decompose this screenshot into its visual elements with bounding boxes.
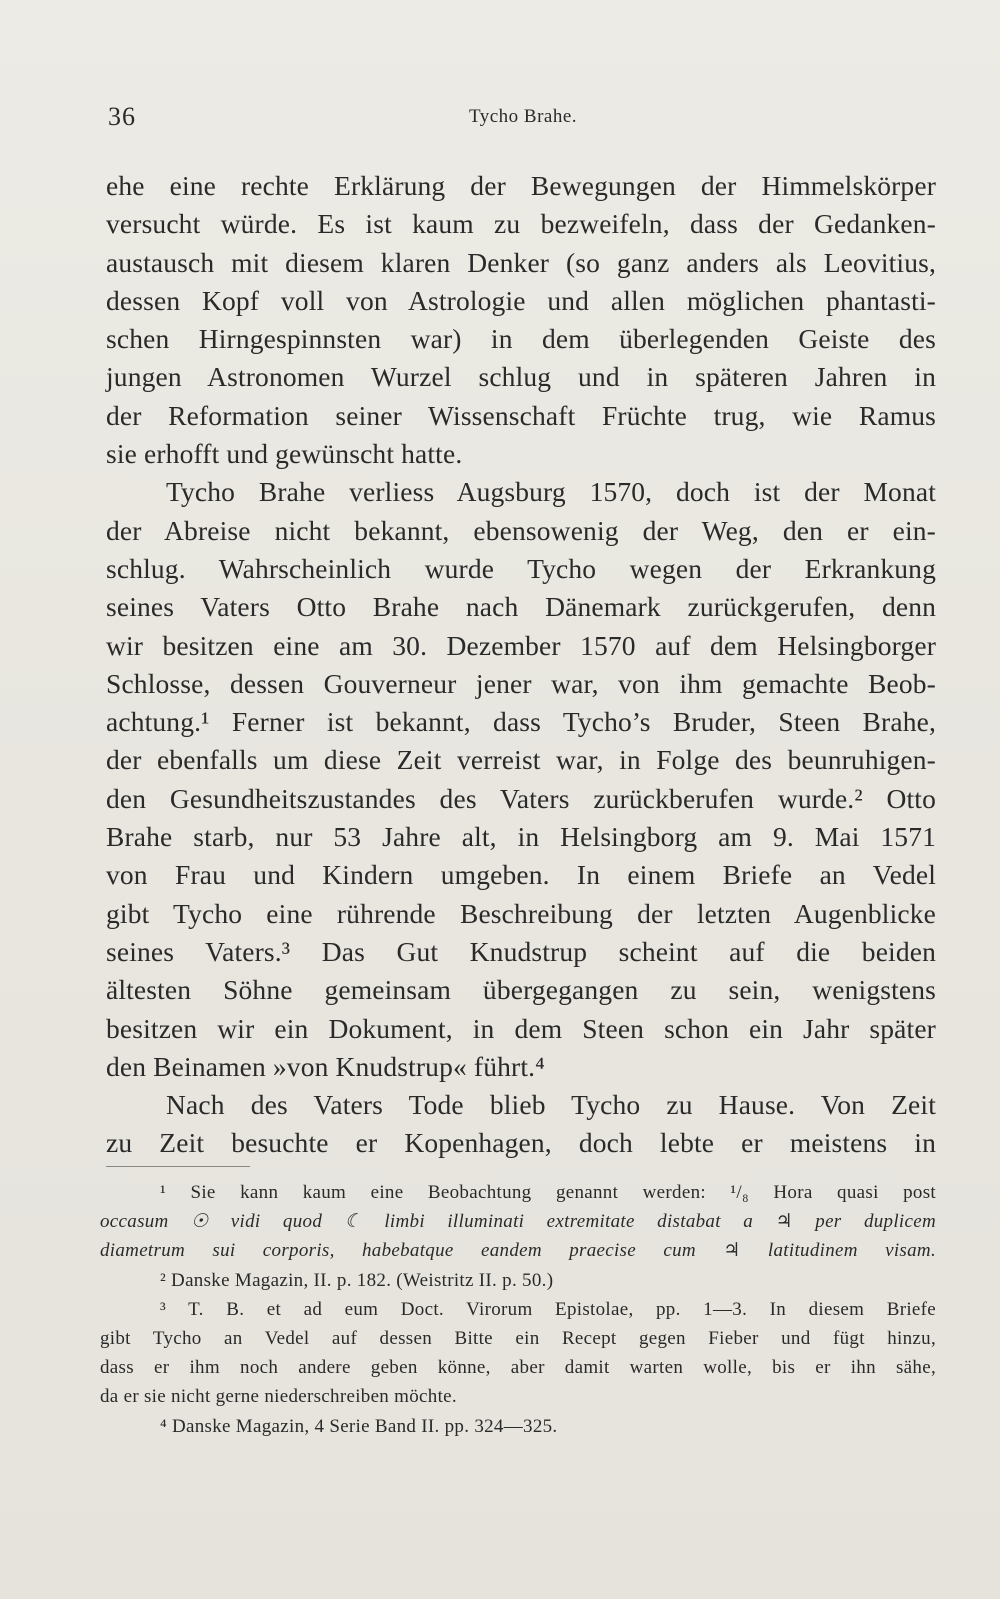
footnote-line: ³ T. B. et ad eum Doct. Virorum Epistolae, pp. 1—3. In diesem Briefe [160,1298,936,1320]
footnote-line: da er sie nicht gerne niederschreiben möchte. [100,1386,457,1408]
body-line: gibt Tycho eine rührende Beschreibung der letzten Augenblicke [106,897,936,929]
footnote-line: diametrum sui corporis, habebatque eandem praecise cum ♃ latitudinem visam. [100,1240,936,1262]
body-line: wir besitzen eine am 30. Dezember 1570 auf dem Helsingborger [106,629,936,661]
footnote-line: gibt Tycho an Vedel auf dessen Bitte ein Recept gegen Fieber und fügt hinzu, [100,1327,936,1349]
body-line: ehe eine rechte Erklärung der Bewegungen der Himmelskörper [106,170,936,201]
body-line: seines Vaters.³ Das Gut Knudstrup scheint auf die beiden [106,935,936,967]
footnote-line: occasum ☉ vidi quod ☾ limbi illuminati extremitate distabat a ♃ per duplicem [100,1211,936,1233]
body-line: Nach des Vaters Tode blieb Tycho zu Hause. Von Zeit [166,1089,936,1121]
body-line: Tycho Brahe verliess Augsburg 1570, doch ist der Monat [166,476,936,508]
body-line: versucht würde. Es ist kaum zu bezweifeln, dass der Gedanken- [106,208,936,240]
body-line: sie erhofft und gewünscht hatte. [106,438,463,470]
body-line: schen Hirngespinnsten war) in dem überlegenden Geiste des [106,323,936,355]
body-line: Schlosse, dessen Gouverneur jener war, von ihm gemachte Beob- [106,667,936,699]
footnote-line: ² Danske Magazin, II. p. 182. (Weistritz II. p. 50.) [160,1269,554,1291]
footnote-line: ¹ Sie kann kaum eine Beobachtung genannt werden: ¹/₈ Hora quasi post [160,1182,936,1203]
body-line: seines Vaters Otto Brahe nach Dänemark zurückgerufen, denn [106,591,936,623]
body-line: der Abreise nicht bekannt, ebensowenig der Weg, den er ein- [106,514,936,546]
page-header [108,102,938,136]
footnotes [100,1178,936,1441]
body-line: den Gesundheitszustandes des Vaters zurückberufen wurde.² Otto [106,782,936,814]
body-line: achtung.¹ Ferner ist bekannt, dass Tycho’s Bruder, Steen Brahe, [106,706,936,738]
body-line: dessen Kopf voll von Astrologie und allen möglichen phantasti- [106,284,936,316]
footnote-divider [106,1166,250,1167]
page-number: 36 [108,102,136,131]
body-line: besitzen wir ein Dokument, in dem Steen schon ein Jahr später [106,1012,936,1044]
body-line: zu Zeit besuchte er Kopenhagen, doch lebte er meistens in [106,1127,936,1159]
footnote-line: ⁴ Danske Magazin, 4 Serie Band II. pp. 324—325. [160,1415,558,1437]
footnote-line: dass er ihm noch andere geben könne, aber damit warten wolle, bis er ihn sähe, [100,1357,936,1379]
body-line: der ebenfalls um diese Zeit verreist war, in Folge des beunruhigen- [106,744,936,776]
body-line: Brahe starb, nur 53 Jahre alt, in Helsingborg am 9. Mai 1571 [106,821,936,853]
body-line: jungen Astronomen Wurzel schlug und in späteren Jahren in [106,361,936,393]
body-line: austausch mit diesem klaren Denker (so ganz anders als Leovitius, [106,246,936,278]
body-line: den Beinamen »von Knudstrup« führt.⁴ [106,1050,545,1082]
body-line: von Frau und Kindern umgeben. In einem Briefe an Vedel [106,859,936,891]
body-line: ältesten Söhne gemeinsam übergegangen zu sein, wenigstens [106,974,936,1006]
body-text [106,167,936,1163]
running-title: Tycho Brahe. [468,106,578,127]
body-line: der Reformation seiner Wissenschaft Früchte trug, wie Ramus [106,399,936,431]
body-line: schlug. Wahrscheinlich wurde Tycho wegen der Erkrankung [106,552,936,584]
